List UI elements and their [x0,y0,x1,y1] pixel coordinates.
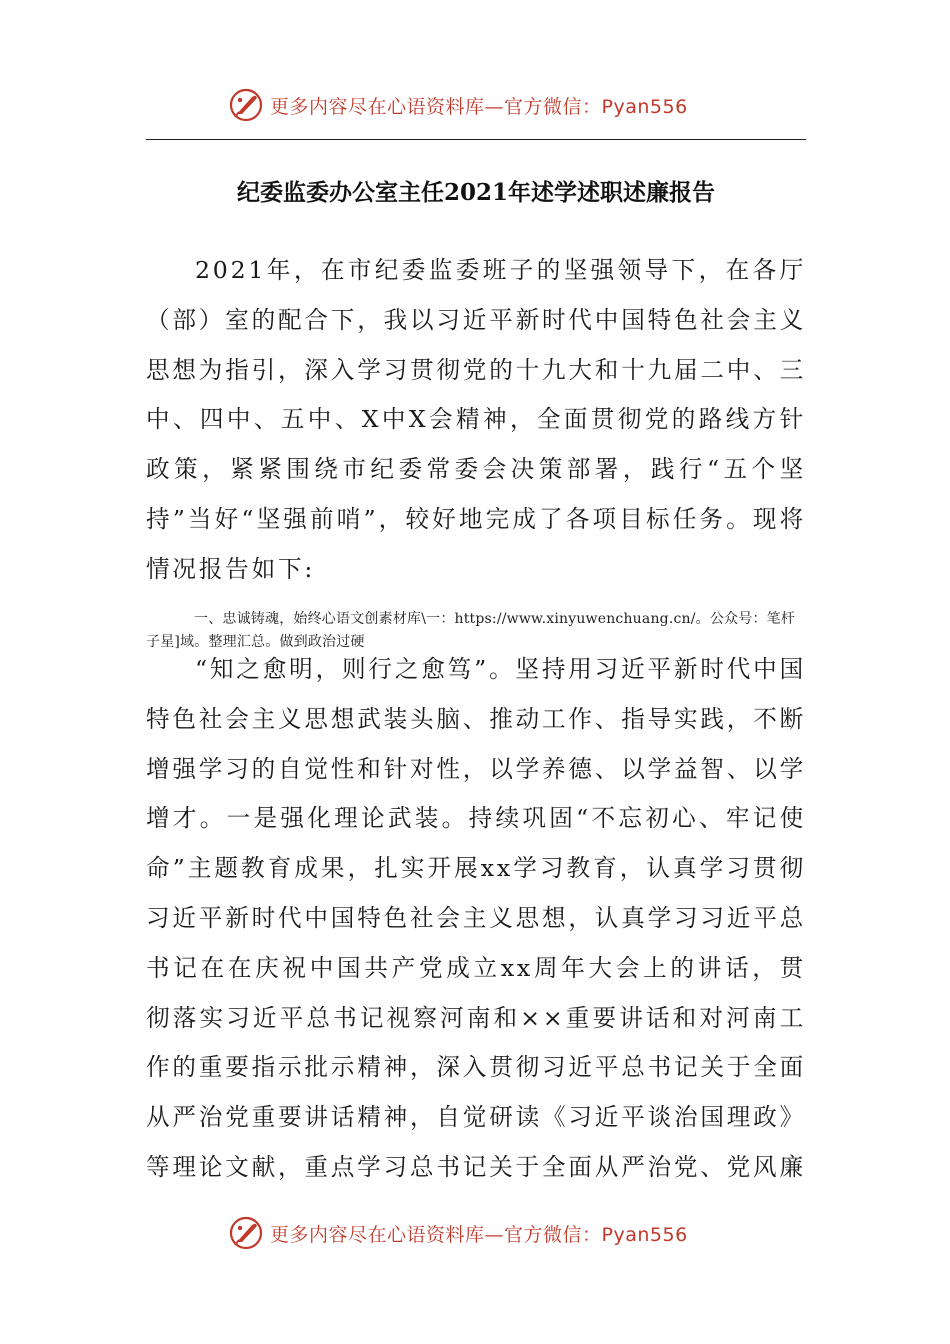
header-rule [146,139,806,140]
watermark-wechat-id: Pyan556 [601,1223,688,1246]
watermark-text [270,92,688,119]
watermark-wechat-label: 官方微信： [504,95,602,118]
watermark-brand: 更多内容尽在心语资料库 [270,1223,485,1246]
watermark-wechat-id: Pyan556 [601,95,688,118]
header-watermark [0,80,950,130]
watermark-wechat-label: 官方微信： [504,1223,602,1246]
footer-watermark [0,1208,950,1258]
watermark-separator: — [484,95,505,118]
watermark-text [270,1220,688,1247]
quill-pen-icon [228,87,264,123]
body-paragraph-section-one: “知之愈明，则行之愈笃”。坚持用习近平新时代中国特色社会主义思想武装头脑、推动工作、指导实践，不断增强学习的自觉性和针对性，以学养德、以学益智、以学增才。一是强化理论武装。持续巩固“不忘初心、牢记使命”主题教育成果，扎实开展xx学习教育，认真学习贯彻习近平新时代中国特色社会主义思想，认真学习习近平总书记在在庆祝中国共产党成立xx周年大会上的讲话，贯彻落实习近平总书记视察河南和××重要讲话和对河南工作的重要指示批示精神，深入贯彻习近平总书记关于全面从严治党重要讲话精神，自觉研读《习近平谈治国理政》等理论文献，重点学习总书记关于全面从严治党、党风廉 [146,655,806,1181]
document-title: 纪委监委办公室主任2021年述学述职述廉报告 [236,179,715,206]
body-paragraph-intro: 2021年，在市纪委监委班子的坚强领导下，在各厅（部）室的配合下，我以习近平新时代中国特色社会主义思想为指引，深入学习贯彻党的十九大和十九届二中、三中、四中、五中、X中X会精神，全面贯彻党的路线方针政策，紧紧围绕市纪委常委会决策部署，践行“五个坚持”当好“坚强前哨”，较好地完成了各项目标任务。现将情况报告如下: [146,256,806,583]
watermark-brand: 更多内容尽在心语资料库 [270,95,485,118]
watermark-separator: — [484,1223,505,1246]
section-heading-note: 一、忠诚铸魂，始终心语文创素材库\一：https://www.xinyuwenchuang.cn/。公众号：笔杆子星]域。整理汇总。做到政治过硬 [146,611,796,650]
quill-pen-icon [228,1215,264,1251]
